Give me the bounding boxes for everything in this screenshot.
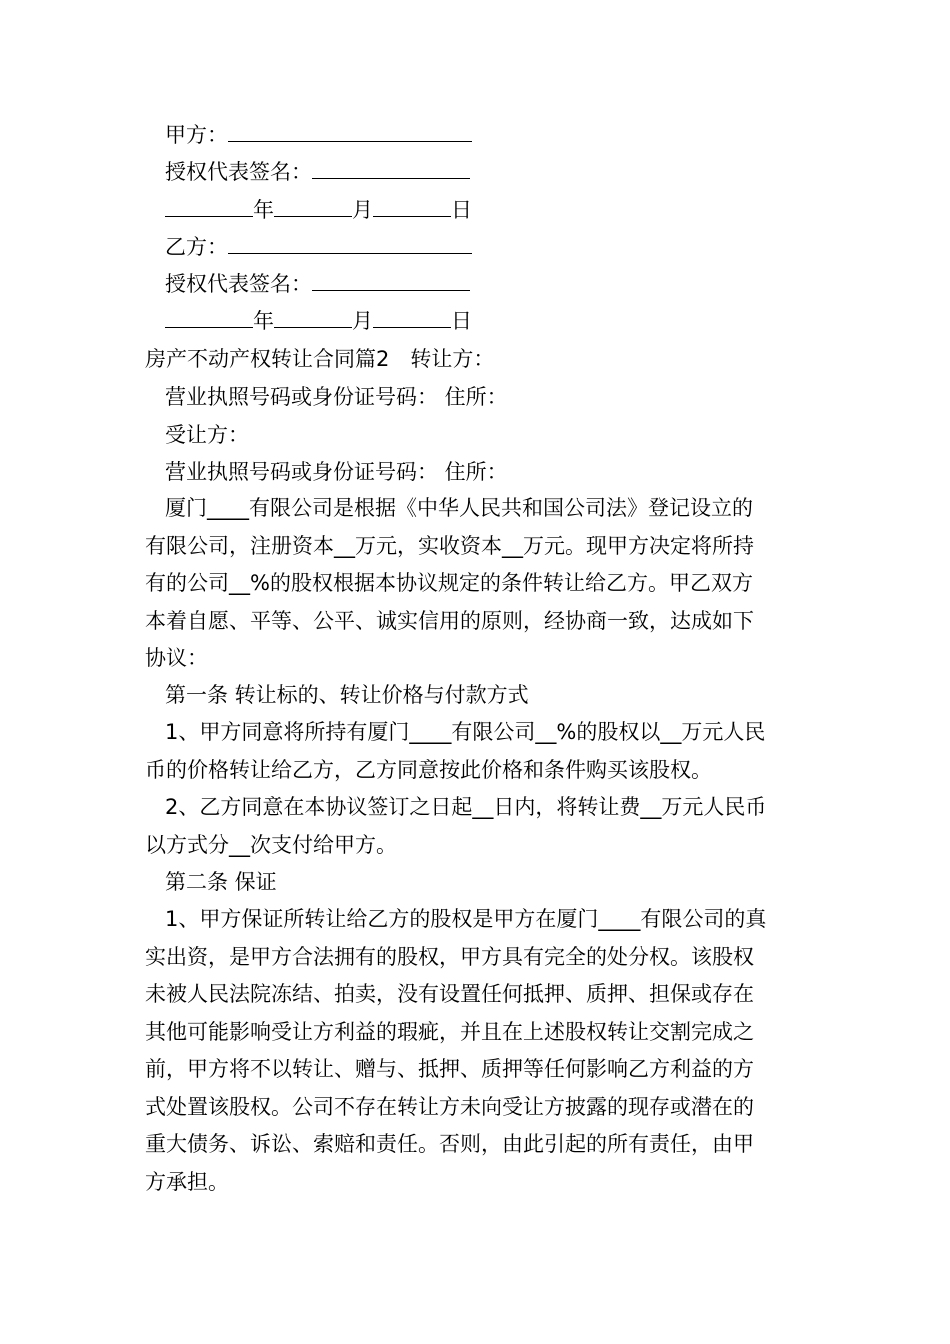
article-2-item-1: 重大债务、诉讼、索赔和责任。否则，由此引起的所有责任，由甲 xyxy=(145,1132,754,1156)
year-blank xyxy=(165,196,253,217)
transferee-id-line: 营业执照号码或身份证号码： 住所： xyxy=(165,460,508,484)
day-label: 日 xyxy=(451,309,472,333)
intro-line: 协议： xyxy=(145,646,208,670)
month-label: 月 xyxy=(352,198,373,222)
month-label: 月 xyxy=(352,309,373,333)
year-label: 年 xyxy=(253,309,274,333)
intro-line: 有的公司__%的股权根据本协议规定的条件转让给乙方。甲乙双方 xyxy=(145,571,753,595)
party-b-label: 乙方： xyxy=(165,235,228,259)
intro-line: 有限公司，注册资本__万元，实收资本__万元。现甲方决定将所持 xyxy=(145,534,754,558)
transferor-id-line: 营业执照号码或身份证号码： 住所： xyxy=(165,385,508,409)
month-blank xyxy=(274,196,352,217)
article-1-item-2: 2、乙方同意在本协议签订之日起__日内，将转让费__万元人民币 xyxy=(165,795,767,819)
article-2-item-1: 其他可能影响受让方利益的瑕疵，并且在上述股权转让交割完成之 xyxy=(145,1020,754,1044)
party-b-rep-line xyxy=(165,270,470,298)
party-a-label: 甲方： xyxy=(165,123,228,147)
article-1-item-2: 以方式分__次支付给甲方。 xyxy=(145,833,397,857)
party-a-blank xyxy=(228,121,472,142)
intro-line: 本着自愿、平等、公平、诚实信用的原则，经协商一致，达成如下 xyxy=(145,609,754,633)
article-2-item-1: 式处置该股权。公司不存在转让方未向受让方披露的现存或潜在的 xyxy=(145,1095,754,1119)
article-2-item-1: 未被人民法院冻结、拍卖，没有设置任何抵押、质押、担保或存在 xyxy=(145,982,754,1006)
day-label: 日 xyxy=(451,198,472,222)
party-b-date-line xyxy=(165,307,472,335)
party-b-blank xyxy=(228,233,472,254)
article-2-item-1: 前，甲方将不以转让、赠与、抵押、质押等任何影响乙方利益的方 xyxy=(145,1057,754,1081)
transferee-label: 受让方： xyxy=(165,423,249,447)
party-b-rep-blank xyxy=(312,270,470,291)
day-blank xyxy=(373,196,451,217)
intro-line: 厦门____有限公司是根据《中华人民共和国公司法》登记设立的 xyxy=(165,496,753,520)
year-label: 年 xyxy=(253,198,274,222)
year-blank xyxy=(165,307,253,328)
article-2-item-1: 1、甲方保证所转让给乙方的股权是甲方在厦门____有限公司的真 xyxy=(165,907,767,931)
article-1-item-1: 1、甲方同意将所持有厦门____有限公司__%的股权以__万元人民 xyxy=(165,720,766,744)
contract-title-line: 房产不动产权转让合同篇2 转让方： xyxy=(145,347,495,371)
party-a-rep-blank xyxy=(312,158,470,179)
party-b-rep-label: 授权代表签名： xyxy=(165,272,312,296)
article-2-item-1: 实出资，是甲方合法拥有的股权，甲方具有完全的处分权。该股权 xyxy=(145,945,754,969)
article-1-title: 第一条 转让标的、转让价格与付款方式 xyxy=(165,683,529,707)
party-a-date-line xyxy=(165,196,472,224)
party-a-rep-label: 授权代表签名： xyxy=(165,160,312,184)
day-blank xyxy=(373,307,451,328)
party-b-line xyxy=(165,233,472,261)
party-a-line xyxy=(165,121,472,149)
month-blank xyxy=(274,307,352,328)
article-1-item-1: 币的价格转让给乙方，乙方同意按此价格和条件购买该股权。 xyxy=(145,758,712,782)
article-2-item-1: 方承担。 xyxy=(145,1170,229,1194)
party-a-rep-line xyxy=(165,158,470,186)
article-2-title: 第二条 保证 xyxy=(165,870,277,894)
